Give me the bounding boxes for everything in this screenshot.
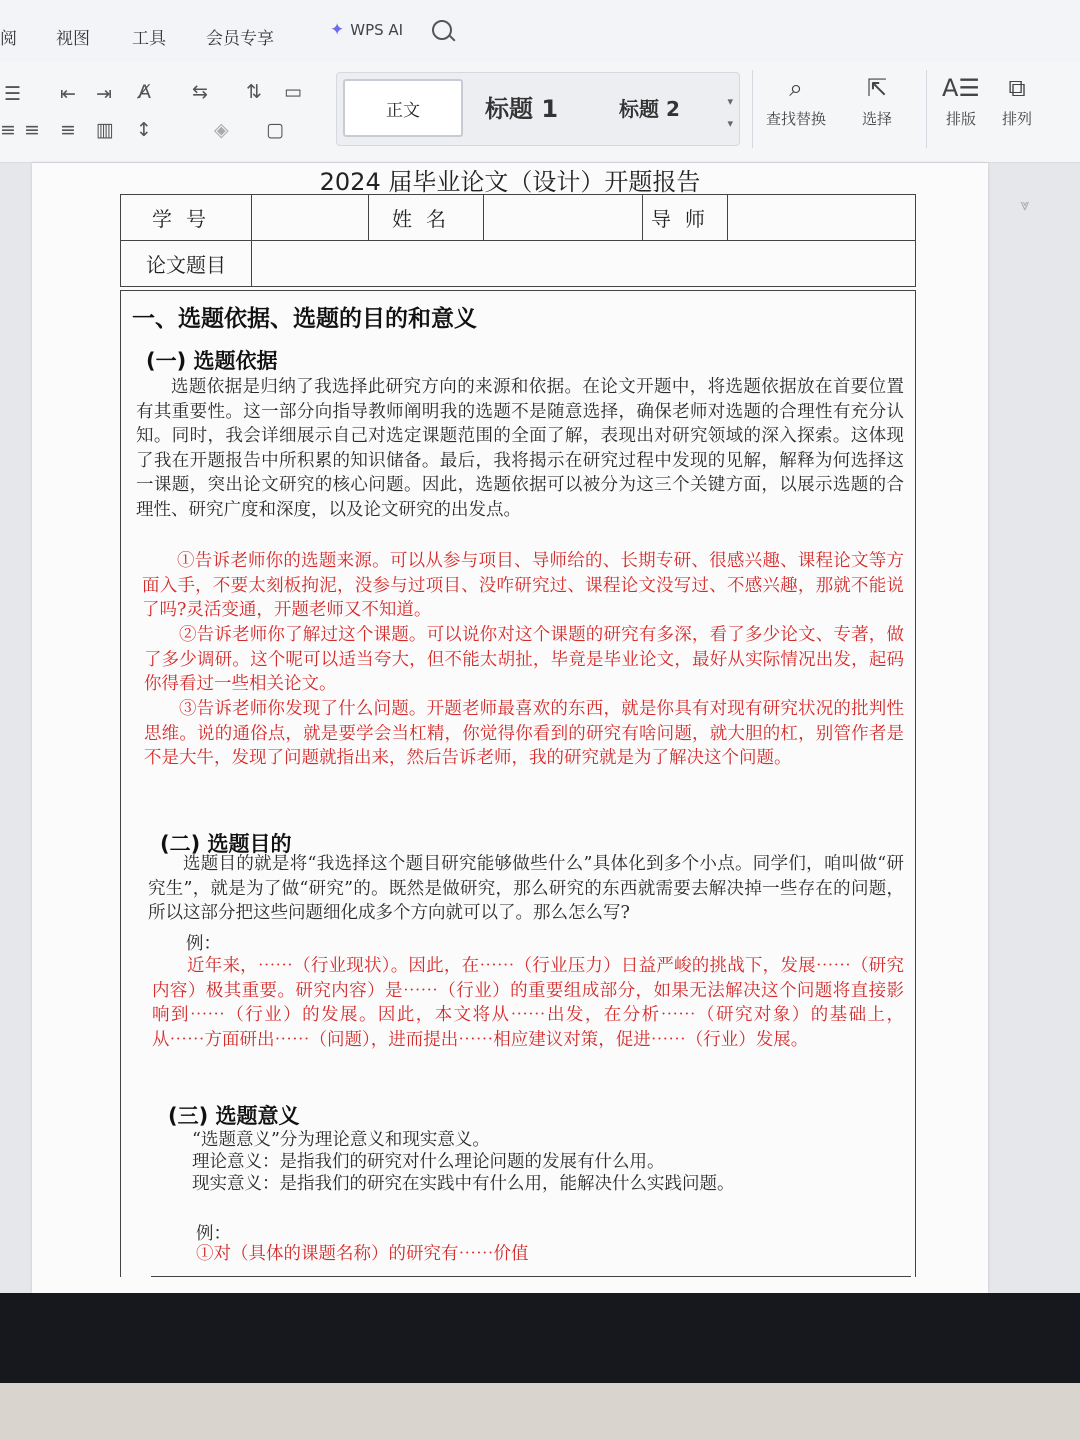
style-gallery (336, 72, 740, 146)
section1-heading: 一、选题依据、选题的目的和意义 (132, 306, 477, 332)
monitor-bezel (0, 1293, 1080, 1383)
select-button[interactable] (862, 74, 892, 129)
paragraph-spacing-icon[interactable]: ↕ (136, 119, 152, 141)
menu-tools[interactable]: 工具 (132, 29, 166, 49)
arrange-button[interactable] (1002, 74, 1032, 129)
gallery-more-icon[interactable]: ▾ (727, 117, 733, 130)
sort-icon[interactable]: ⇅ (246, 81, 262, 103)
subsection3-example: ①对（具体的课题名称）的研究有⋯⋯价值 (196, 1244, 529, 1264)
find-replace-label: 查找替换 (766, 110, 827, 128)
find-replace-button[interactable] (766, 74, 826, 129)
subsection1-heading: (一) 选题依据 (146, 349, 278, 373)
arrange-label: 排列 (1002, 110, 1033, 128)
theoretical-significance: 理论意义：是指我们的研究对什么理论问题的发展有什么用。 (192, 1152, 665, 1172)
document-title: 2024 届毕业论文（设计）开题报告 (319, 168, 701, 196)
student-id-label: 学号 (121, 195, 252, 241)
magnifier-icon: ⌕ (789, 74, 803, 102)
thesis-title-cell[interactable] (252, 241, 916, 287)
ribbon-separator (926, 70, 927, 148)
tip-source: ①告诉老师你的选题来源。可以从参与项目、导师给的、长期专研、很感兴趣、课程论文等方面入手，不要太刻板拘泥，没参与过项目、没咋研究过、课程论文没写过、不感兴趣，那就不能说了吗?灵活变通，开题老师又不知道。 (142, 551, 904, 621)
menu-bar (0, 0, 1080, 63)
tip-problem: ③告诉老师你发现了什么问题。开题老师最喜欢的东西，就是你具有对现有研究状况的批判性思维。说的通俗点，就是要学会当杠精，你觉得你看到的研究有啥问题，就大胆的杠，别管作者是不是大牛，发现了问题就指出来，然后告诉老师，我的研究就是为了解决这个问题。 (144, 699, 904, 769)
layout-label: 排版 (945, 110, 976, 128)
increase-indent-icon[interactable]: ⇥ (96, 83, 112, 105)
style-heading2[interactable]: 标题 2 (619, 97, 680, 121)
example-label: 例： (186, 934, 221, 954)
subsection2-heading: (二) 选题目的 (160, 832, 292, 856)
align-left-icon[interactable]: ≡ (0, 119, 16, 141)
advisor-label: 导师 (643, 195, 728, 241)
practical-significance: 现实意义：是指我们的研究在实践中有什么用，能解决什么实践问题。 (192, 1174, 735, 1194)
ai-spark-icon: ✦ (330, 20, 345, 40)
menu-review[interactable]: 阅 (0, 29, 17, 49)
name-cell[interactable] (484, 195, 643, 241)
subsection2-example: 近年来，⋯⋯（行业现状）。因此，在⋯⋯（行业压力）日益严峻的挑战下，发展⋯⋯（研究内容）极其重要。研究内容）是⋯⋯（行业）的重要组成部分，如果无法解决这个问题将直接影响到⋯⋯（行业）的发展。因此，本文将从⋯⋯出发，在分析⋯⋯（研究对象）的基础上，从⋯⋯方面研出⋯⋯（问题），进而提出⋯⋯相应建议对策，促进⋯⋯（行业）发展。 (152, 956, 904, 1050)
align-center-icon[interactable]: ≡ (24, 119, 40, 141)
name-label: 姓名 (369, 195, 484, 241)
bullet-list-icon[interactable]: ☰ (4, 83, 22, 105)
search-icon[interactable] (432, 20, 452, 40)
cursor-icon: ⇱ (866, 74, 888, 102)
menu-membership[interactable]: 会员专享 (206, 29, 274, 49)
arrange-icon: ⧉ (1008, 74, 1026, 102)
layout-icon: A☰ (942, 74, 980, 102)
select-label: 选择 (862, 110, 893, 128)
wps-ai-label: WPS AI (350, 21, 404, 39)
style-normal[interactable]: 正文 (343, 79, 463, 137)
gallery-expand-icon[interactable]: ▾ (727, 95, 733, 108)
tip-research: ②告诉老师你了解过这个课题。可以说你对这个课题的研究有多深，看了多少论文、专著，做了多少调研。这个呢可以适当夸大，但不能太胡扯，毕竟是毕业论文，最好从实际情况出发，起码你得看过一些相关论文。 (144, 625, 904, 695)
text-direction-icon[interactable]: A̸ (138, 81, 151, 103)
sub3-example-label: 例： (196, 1224, 231, 1244)
ribbon-separator (752, 70, 753, 148)
distribute-icon[interactable]: ▥ (96, 119, 114, 141)
desk-surface (0, 1383, 1080, 1440)
shading-icon[interactable]: ◈ (214, 119, 229, 141)
advisor-cell[interactable] (728, 195, 916, 241)
layout-button[interactable] (942, 74, 980, 129)
filter-icon[interactable]: ⩔ (1020, 195, 1030, 214)
line-spacing-swap-icon[interactable]: ⇆ (192, 81, 208, 103)
align-right-icon[interactable]: ≡ (60, 119, 76, 141)
info-table (120, 194, 916, 287)
style-heading1[interactable]: 标题 1 (485, 95, 559, 123)
subsection3-heading: (三) 选题意义 (168, 1104, 300, 1128)
student-id-cell[interactable] (252, 195, 369, 241)
thesis-title-label: 论文题目 (121, 241, 252, 287)
wps-ai-button[interactable] (330, 20, 403, 40)
subsection2-body: 选题目的就是将“我选择这个题目研究能够做些什么”具体化到多个小点。同学们，咱叫做“研究生”，就是为了做“研究”的。既然是做研究，那么研究的东西就需要去解决掉一些存在的问题，所以这部分把这些问题细化成多个方向就可以了。那么怎么写? (148, 854, 904, 924)
decrease-indent-icon[interactable]: ⇤ (60, 83, 76, 105)
show-marks-icon[interactable]: ▭ (284, 81, 302, 103)
ribbon-toolbar (0, 62, 1080, 163)
menu-view[interactable]: 视图 (56, 29, 90, 49)
significance-intro: “选题意义”分为理论意义和现实意义。 (192, 1130, 490, 1150)
border-icon[interactable]: ▢ (266, 119, 284, 141)
subsection1-body: 选题依据是归纳了我选择此研究方向的来源和依据。在论文开题中，将选题依据放在首要位置有其重要性。这一部分向指导教师阐明我的选题不是随意选择，确保老师对选题的合理性有充分认知。同时，我会详细展示自己对选定课题范围的全面了解，表现出对研究领域的深入探索。这体现了我在开题报告中所积累的知识储备。最后，我将揭示在研究过程中发现的见解，解释为何选择这一课题，突出论文研究的核心问题。因此，选题依据可以被分为这三个关键方面，以展示选题的合理性、研究广度和深度，以及论文研究的出发点。 (136, 377, 904, 520)
